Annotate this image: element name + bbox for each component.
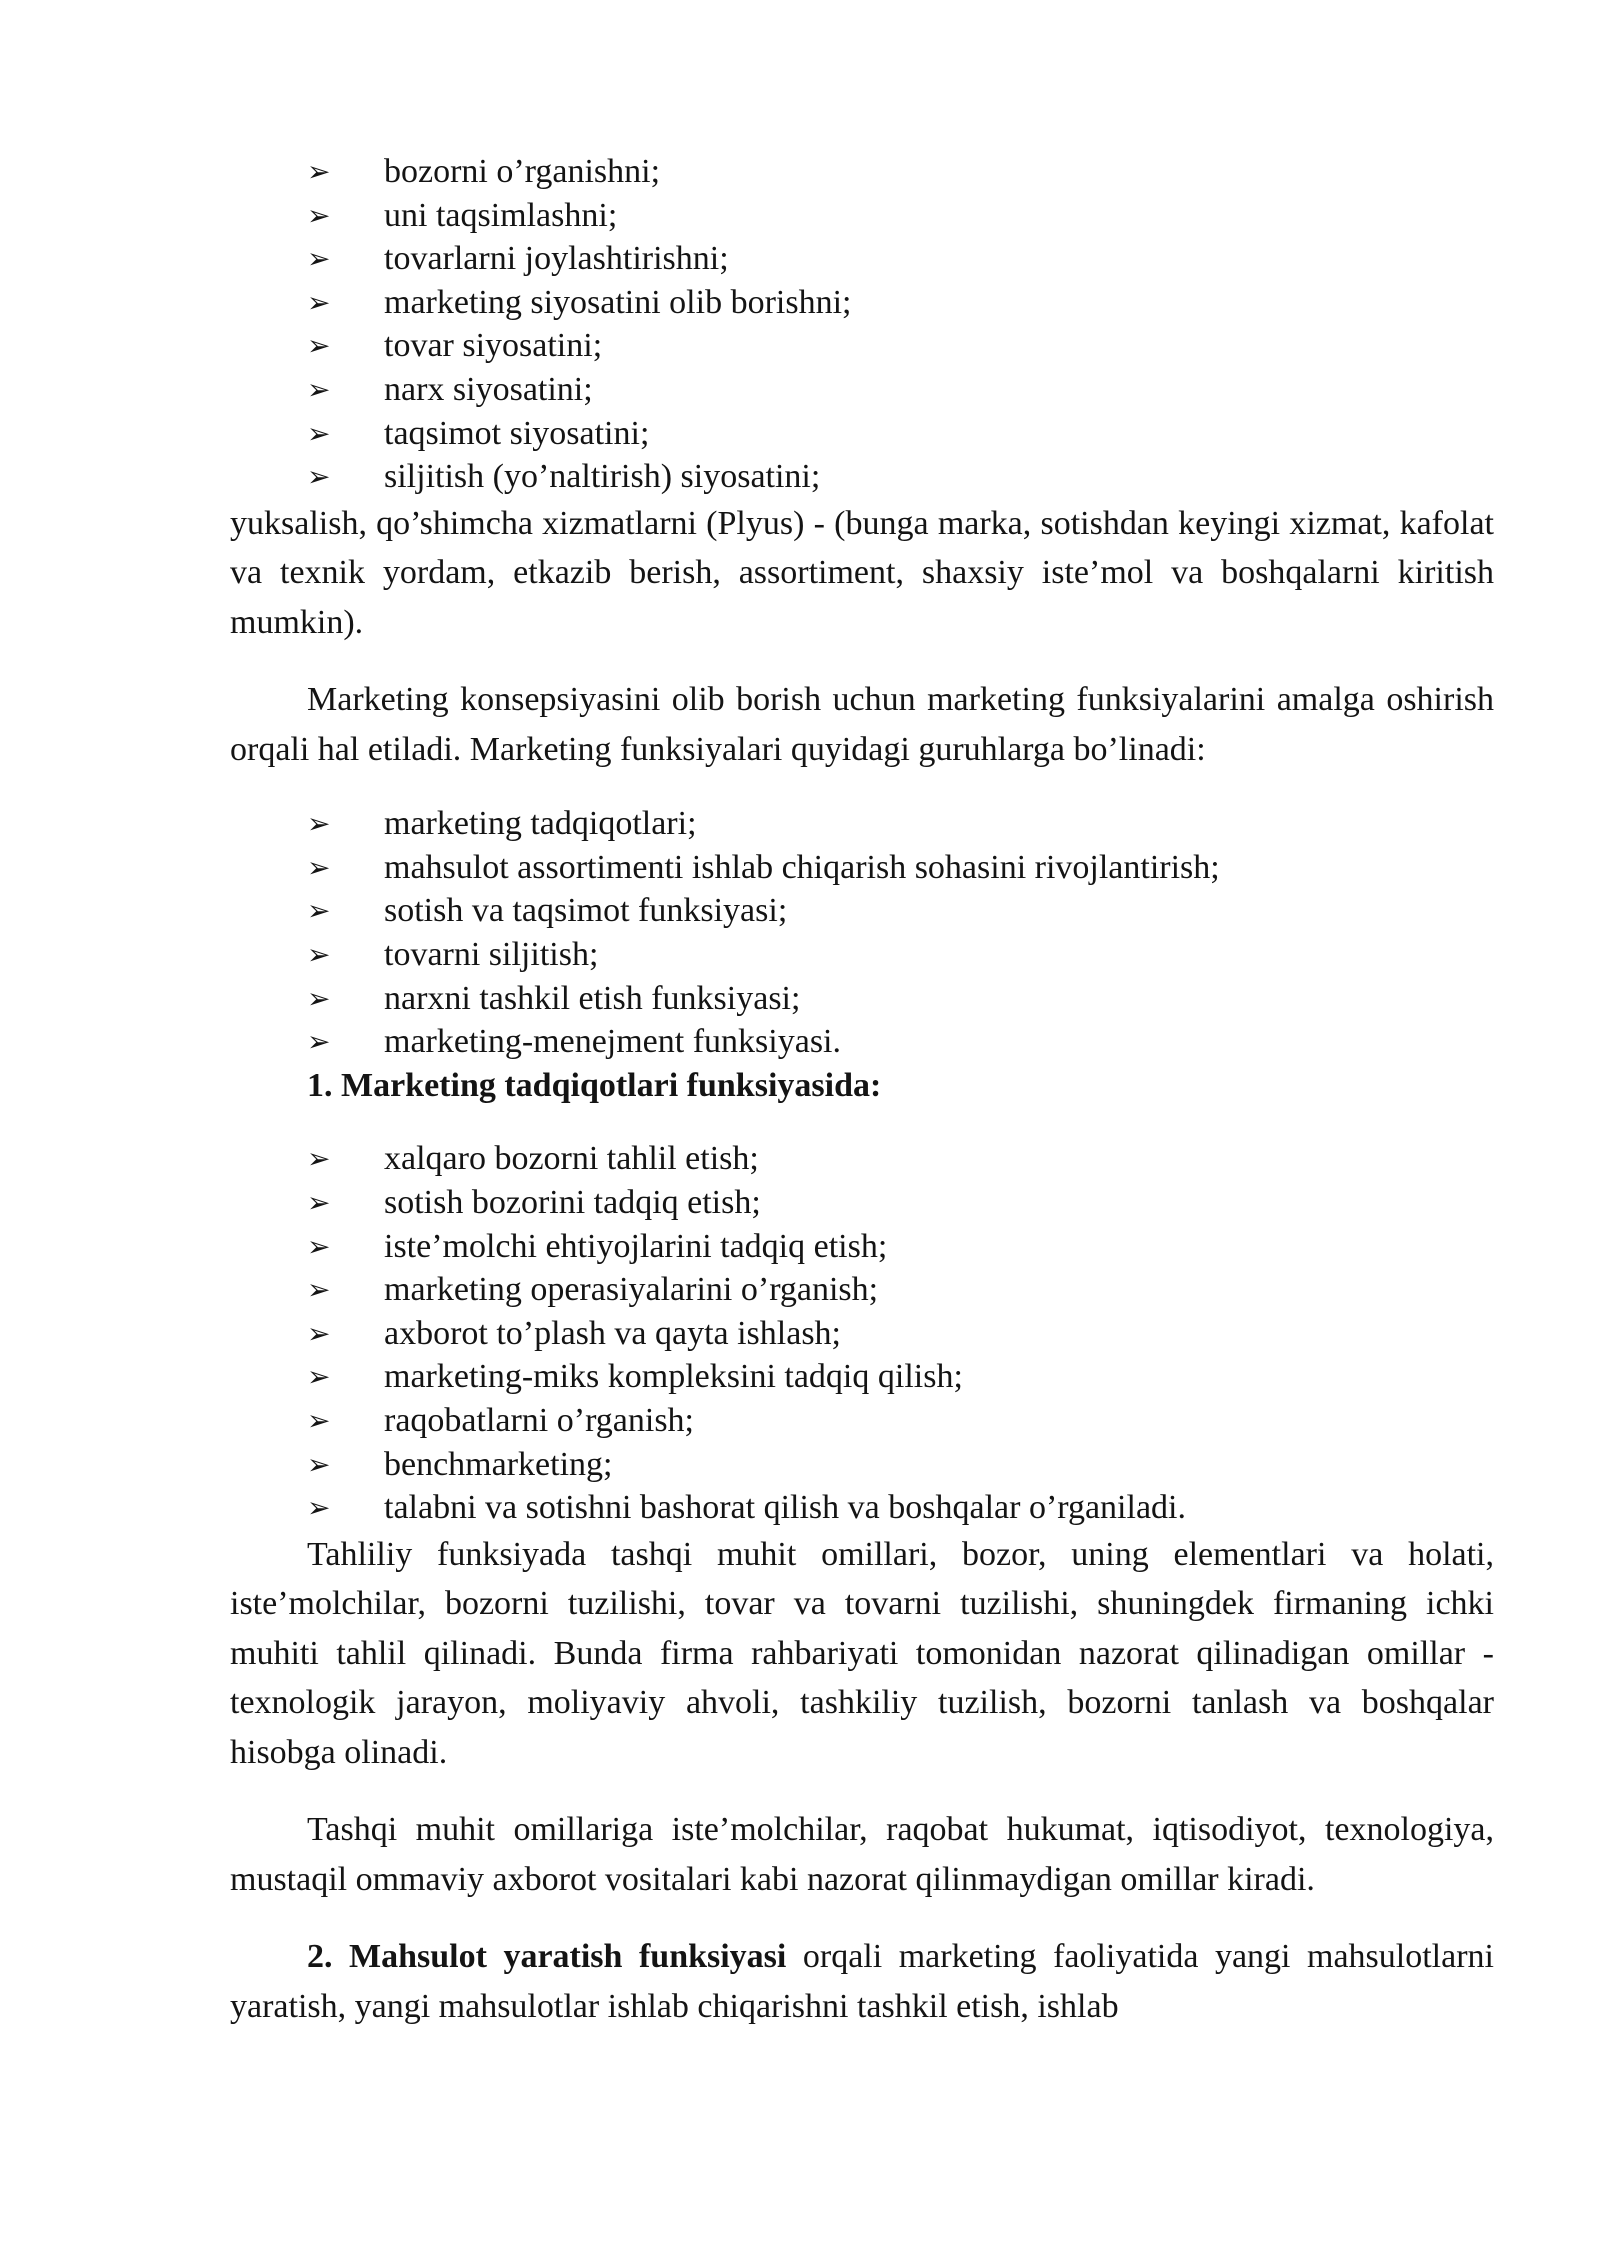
arrow-bullet-icon: ➢ <box>307 807 331 841</box>
list-item <box>230 150 1494 194</box>
list-item-text: bozorni o’rganishni; <box>384 153 661 190</box>
list-item <box>230 1225 1494 1269</box>
arrow-bullet-icon: ➢ <box>307 416 331 450</box>
list-item-text: mahsulot assortimenti ishlab chiqarish sohasini rivojlantirish; <box>384 848 1220 886</box>
spacer <box>230 774 1494 802</box>
list-item <box>230 281 1494 325</box>
spacer <box>230 1107 1494 1137</box>
paragraph: yuksalish, qo’shimcha xizmatlarni (Plyus) - (bunga marka, sotishdan keyingi xizmat, kafolat va texnik yordam, etkazib berish, assortiment, shaxsiy iste’mol va boshqalarni kiritish mumkin). <box>230 504 1494 641</box>
list-item <box>230 237 1494 281</box>
list-item-text: tovarni siljitish; <box>384 936 599 974</box>
list-item <box>230 1312 1494 1356</box>
paragraph-text: orqali marketing faoliyatida yangi mahsulotlarni yaratish, yangi mahsulotlar ishlab chiqarishni tashkil etish, ishlab <box>230 1938 1494 2025</box>
arrow-bullet-icon: ➢ <box>307 1447 331 1481</box>
document-page <box>230 150 1494 2031</box>
list-item-text: marketing tadqiqotlari; <box>384 805 697 843</box>
bullet-list-2 <box>230 802 1494 1064</box>
list-item <box>230 802 1494 846</box>
list-item-text: marketing siyosatini olib borishni; <box>384 283 852 321</box>
list-item-text: talabni va sotishni bashorat qilish va boshqalar o’rganiladi. <box>384 1489 1186 1527</box>
list-item <box>230 1268 1494 1312</box>
bullet-list-1 <box>230 150 1494 499</box>
list-item <box>230 1020 1494 1064</box>
list-item-text: tovar siyosatini; <box>384 327 603 365</box>
spacer <box>230 1904 1494 1932</box>
arrow-bullet-icon: ➢ <box>307 1360 331 1394</box>
list-item-text: siljitish (yo’naltirish) siyosatini; <box>384 458 821 496</box>
list-item <box>230 1181 1494 1225</box>
arrow-bullet-icon: ➢ <box>307 1186 331 1219</box>
list-item <box>230 1486 1494 1530</box>
paragraph: Tashqi muhit omillariga iste’molchilar, raqobat hukumat, iqtisodiyot, texnologiya, mustaqil ommaviy axborot vositalari kabi nazorat qilinmaydigan omillar kiradi. <box>230 1811 1494 1898</box>
paragraph: Tahliliy funksiyada tashqi muhit omillari, bozor, uning elementlari va holati, iste’molchilar, bozorni tuzilishi, tovar va tovarni tuzilishi, shuningdek firmaning ichki muhiti tahlil qilinadi. Bunda firma rahbariyati tomonidan nazorat qilinadigan omillar - texnologik jarayon, moliyaviy ahvoli, tashkiliy tuzilish, bozorni tanlash va boshqalar hisobga olinadi. <box>230 1535 1494 1771</box>
arrow-bullet-icon: ➢ <box>307 1229 331 1263</box>
list-item <box>230 933 1494 977</box>
list-item-text: iste’molchi ehtiyojlarini tadqiq etish; <box>384 1227 888 1265</box>
bullet-list-3 <box>230 1137 1494 1529</box>
arrow-bullet-icon: ➢ <box>307 1403 331 1437</box>
section-heading-inline: 2. Mahsulot yaratish funksiyasi <box>307 1938 787 1976</box>
list-item-text: marketing-miks kompleksini tadqiq qilish; <box>384 1358 963 1396</box>
spacer <box>230 1777 1494 1805</box>
list-item-text: narx siyosatini; <box>384 370 593 408</box>
list-item-text: tovarlarni joylashtirishni; <box>384 240 729 278</box>
list-item-text: benchmarketing; <box>384 1445 613 1483</box>
paragraph: Marketing konsepsiyasini olib borish uchun marketing funksiyalarini amalga oshirish orqali hal etiladi. Marketing funksiyalari quyidagi guruhlarga bo’linadi: <box>230 681 1494 768</box>
spacer <box>230 647 1494 675</box>
list-item <box>230 412 1494 456</box>
list-item-text: raqobatlarni o’rganish; <box>384 1401 695 1439</box>
arrow-bullet-icon: ➢ <box>307 1142 331 1176</box>
arrow-bullet-icon: ➢ <box>307 1273 331 1307</box>
list-item <box>230 368 1494 412</box>
list-item-text: narxni tashkil etish funksiyasi; <box>384 979 801 1017</box>
list-item-text: axborot to’plash va qayta ishlash; <box>384 1314 842 1352</box>
arrow-bullet-icon: ➢ <box>307 460 331 494</box>
arrow-bullet-icon: ➢ <box>307 1025 331 1059</box>
list-item <box>230 1355 1494 1399</box>
arrow-bullet-icon: ➢ <box>307 285 331 319</box>
section-heading: 1. Marketing tadqiqotlari funksiyasida: <box>307 1066 882 1104</box>
arrow-bullet-icon: ➢ <box>307 850 331 884</box>
arrow-bullet-icon: ➢ <box>307 242 331 276</box>
list-item <box>230 1443 1494 1487</box>
list-item-text: sotish bozorini tadqiq etish; <box>384 1184 761 1221</box>
list-item-text: taqsimot siyosatini; <box>384 414 650 452</box>
list-item-text: sotish va taqsimot funksiyasi; <box>384 892 788 930</box>
paragraph <box>230 1932 1494 2031</box>
arrow-bullet-icon: ➢ <box>307 938 331 972</box>
arrow-bullet-icon: ➢ <box>307 372 331 406</box>
list-item <box>230 889 1494 933</box>
list-item <box>230 324 1494 368</box>
list-item-text: xalqaro bozorni tahlil etish; <box>384 1140 759 1178</box>
list-item-text: uni taqsimlashni; <box>384 196 618 234</box>
arrow-bullet-icon: ➢ <box>307 981 331 1015</box>
arrow-bullet-icon: ➢ <box>307 329 331 363</box>
arrow-bullet-icon: ➢ <box>307 198 331 232</box>
arrow-bullet-icon: ➢ <box>307 1491 331 1525</box>
arrow-bullet-icon: ➢ <box>307 1316 331 1350</box>
list-item <box>230 1399 1494 1443</box>
list-item <box>230 1137 1494 1181</box>
arrow-bullet-icon: ➢ <box>307 155 331 188</box>
list-item-text: marketing operasiyalarini o’rganish; <box>384 1271 879 1309</box>
list-item-text: marketing-menejment funksiyasi. <box>384 1023 841 1061</box>
list-item <box>230 455 1494 499</box>
arrow-bullet-icon: ➢ <box>307 894 331 928</box>
list-item <box>230 194 1494 238</box>
list-item <box>230 846 1494 890</box>
list-item <box>230 977 1494 1021</box>
